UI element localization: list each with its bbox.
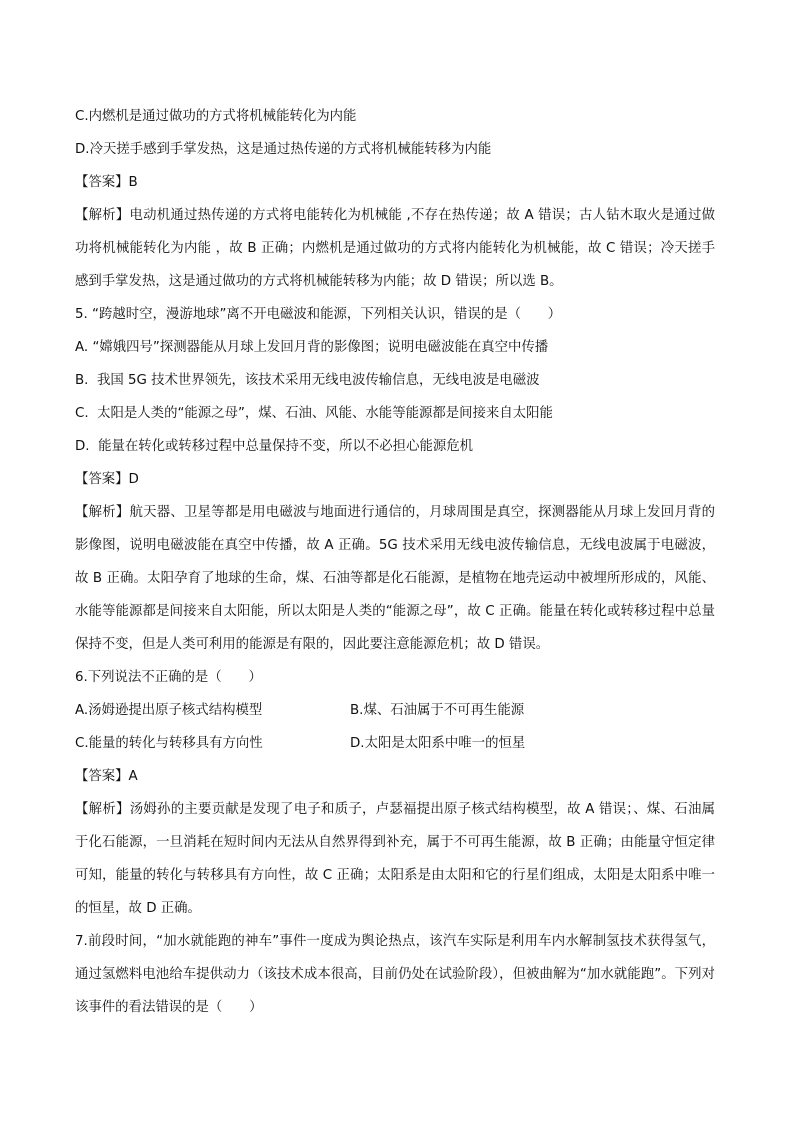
q7-stem: 7.前段时间，“加水就能跑的神车”事件一度成为舆论热点，该汽车实际是利用车内水解制氢技术获得氢气，通过氢燃料电池给车提供动力（该技术成本很高，目前仍处在试验阶段），但被曲解为“加水就能跑”。下列对该事件的看法错误的是（ ） <box>75 934 715 1015</box>
q6-options-row-2 <box>75 727 715 760</box>
q5-analysis-text: 航天器、卫星等都是用电磁波与地面进行通信的，月球周围是真空，探测器能从月球上发回月背的影像图，说明电磁波能在真空中传播，故 A 正确。5G 技术采用无线电波传输信息，无线电波属于电磁波，故 B 正确。太阳孕育了地球的生命，煤、石油等都是化石能源，是植物在地壳运动中被埋所形成的，风能、水能等能源都是间接来自太阳能，所以太阳是人类的“能源之母”，故 C 正确。能量在转化或转移过程中总量保持不变，但是人类可利用的能源是有限的，因此要注意能源危机；故 D 错误。 <box>75 505 716 652</box>
q5-stem: 5. “跨越时空，漫游地球”离不开电磁波和能源，下列相关认识，错误的是（ ） <box>75 307 562 322</box>
q4-answer: 【答案】B <box>75 175 138 190</box>
q6-option-d: D.太阳是太阳系中唯一的恒星 <box>350 736 526 751</box>
q5-answer: 【答案】D <box>75 472 139 487</box>
q6-option-b: B.煤、石油属于不可再生能源 <box>350 703 525 718</box>
analysis-label: 【解析】 <box>75 802 130 817</box>
q6-stem: 6.下列说法不正确的是（ ） <box>75 670 262 685</box>
q5-option-c: C. 太阳是人类的“能源之母”，煤、石油、风能、水能等能源都是间接来自太阳能 <box>75 406 553 421</box>
q4-analysis-text: 电动机通过热传递的方式将电能转化为机械能 ,不存在热传递；故 A 错误；古人钻木取火是通过做功将机械能转化为内能 ，故 B 正确；内燃机是通过做功的方式将内能转化为机械能，故 C 错误；冷天搓手感到手掌发热，这是通过做功的方式将机械能转移为内能；故 D 错误；所以选 B。 <box>75 208 715 289</box>
q6-analysis <box>75 793 715 925</box>
q5-option-b: B. 我国 5G 技术世界领先，该技术采用无线电波传输信息，无线电波是电磁波 <box>75 373 540 388</box>
q4-option-c: C.内燃机是通过做功的方式将机械能转化为内能 <box>75 109 357 124</box>
q4-analysis <box>75 199 715 298</box>
q6-options-row-1 <box>75 694 715 727</box>
q6-option-a: A.汤姆逊提出原子核式结构模型 <box>75 703 263 718</box>
q5-option-a: A. “嫦娥四号”探测器能从月球上发回月背的影像图；说明电磁波能在真空中传播 <box>75 340 549 355</box>
q6-option-c: C.能量的转化与转移具有方向性 <box>75 736 263 751</box>
page-content <box>75 100 715 1024</box>
analysis-label: 【解析】 <box>75 505 130 520</box>
q6-analysis-text: 汤姆孙的主要贡献是发现了电子和质子，卢瑟福提出原子核式结构模型，故 A 错误；、煤、石油属于化石能源，一旦消耗在短时间内无法从自然界得到补充，属于不可再生能源，故 B 正确；由能量守恒定律可知，能量的转化与转移具有方向性，故 C 正确；太阳系是由太阳和它的行星们组成，太阳是太阳系中唯一的恒星，故 D 正确。 <box>75 802 716 916</box>
analysis-label: 【解析】 <box>75 208 130 223</box>
q4-option-d: D.冷天搓手感到手掌发热，这是通过热传递的方式将机械能转移为内能 <box>75 142 492 157</box>
q5-option-d: D. 能量在转化或转移过程中总量保持不变，所以不必担心能源危机 <box>75 439 474 454</box>
q6-answer: 【答案】A <box>75 769 138 784</box>
q5-analysis <box>75 496 715 661</box>
